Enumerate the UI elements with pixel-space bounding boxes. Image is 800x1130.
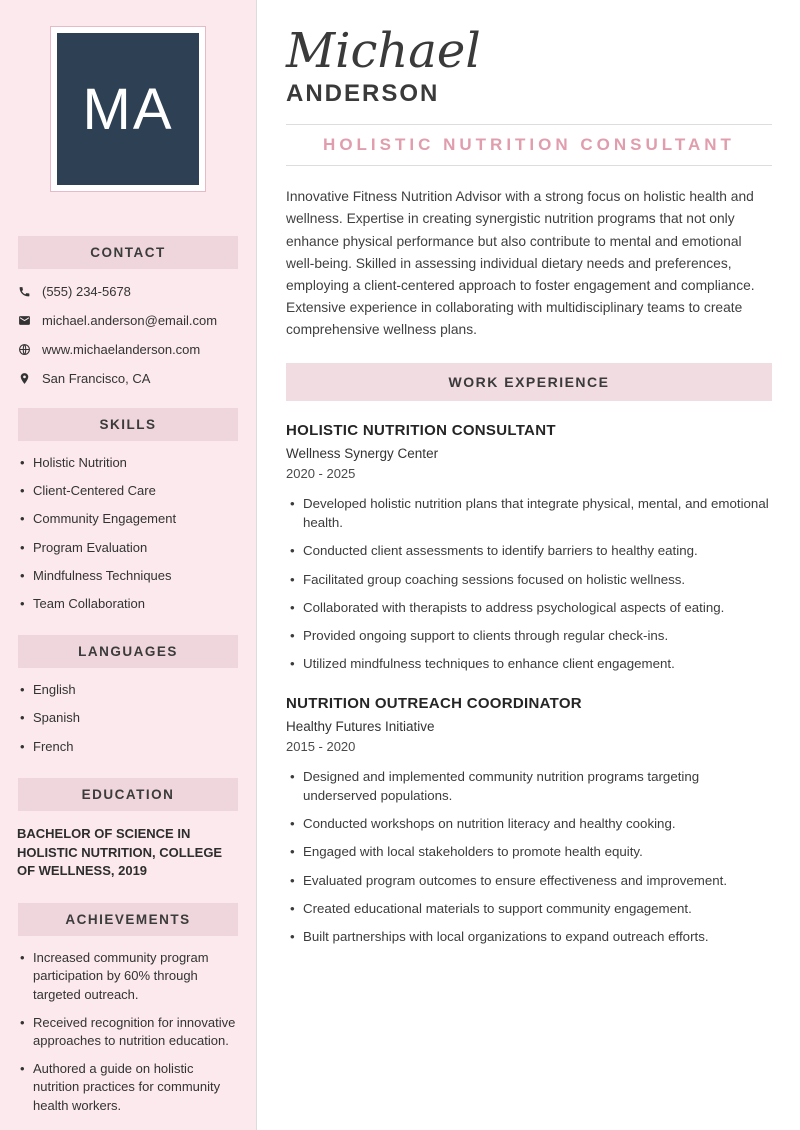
email-icon: [18, 314, 31, 327]
job-entry: [286, 695, 772, 947]
job-bullet: • Utilized mindfulness techniques to enhance client engagement.: [286, 654, 772, 673]
skill-item: • Mindfulness Techniques: [20, 567, 242, 585]
job-bullet: • Developed holistic nutrition plans that integrate physical, mental, and emotional health.: [286, 494, 772, 533]
job-bullet: • Conducted client assessments to identify barriers to healthy eating.: [286, 541, 772, 560]
main-content: [257, 0, 800, 1130]
skills-section-header: [18, 408, 238, 441]
work-experience-header: WORK EXPERIENCE: [286, 363, 772, 401]
job-bullet: • Evaluated program outcomes to ensure effectiveness and improvement.: [286, 871, 772, 890]
contact-email-text: michael.anderson@email.com: [42, 313, 218, 328]
skill-item: • Holistic Nutrition: [20, 454, 242, 472]
language-item: • English: [20, 681, 242, 699]
skills-list: [20, 454, 242, 613]
contact-item-website: [18, 342, 246, 357]
language-item: • Spanish: [20, 709, 242, 727]
skill-item: • Community Engagement: [20, 510, 242, 528]
languages-list: [20, 681, 242, 756]
education-section-title: EDUCATION: [81, 786, 175, 802]
skills-section-title: SKILLS: [99, 417, 157, 432]
avatar: [50, 26, 206, 192]
contact-item-location: [18, 371, 246, 386]
job-bullet: • Collaborated with therapists to address psychological aspects of eating.: [286, 598, 772, 617]
contact-location-text: San Francisco, CA: [42, 371, 151, 386]
job-title: HOLISTIC NUTRITION CONSULTANT: [323, 135, 735, 155]
skill-item: • Client-Centered Care: [20, 482, 242, 500]
job-bullet: • Built partnerships with local organizations to expand outreach efforts.: [286, 927, 772, 946]
last-name: ANDERSON: [286, 80, 440, 108]
job-role: HOLISTIC NUTRITION CONSULTANT: [286, 421, 556, 439]
summary-paragraph: Innovative Fitness Nutrition Advisor with a strong focus on holistic health and wellness. Expertise in creating synergistic nutrition programs that not only enhance physical performance but also contribute to mental and emotional well-being. Skilled in assessing individual dietary needs and preferences, employing a client-centered approach to foster engagement and compliance. Extensive experience in collaborating with multidisciplinary teams to create comprehensive wellness plans.: [286, 189, 755, 337]
job-bullet: • Conducted workshops on nutrition literacy and healthy cooking.: [286, 814, 772, 833]
achievement-item: • Increased community program participation by 60% through targeted outreach.: [20, 949, 242, 1004]
education-text: BACHELOR OF SCIENCE IN HOLISTIC NUTRITION, COLLEGE OF WELLNESS, 2019: [17, 825, 223, 879]
languages-section-title: LANGUAGES: [78, 644, 178, 660]
avatar-box: [57, 33, 199, 185]
sidebar: [0, 0, 257, 1130]
phone-icon: [18, 285, 31, 298]
contact-section-title: CONTACT: [90, 245, 166, 260]
globe-icon: [18, 343, 31, 356]
job-company: Wellness Synergy Center: [286, 445, 439, 461]
contact-website-text: www.michaelanderson.com: [42, 342, 201, 357]
location-icon: [18, 372, 31, 385]
contact-phone-text: (555) 234-5678: [42, 284, 131, 299]
language-item: • French: [20, 738, 242, 756]
achievements-section-title: ACHIEVEMENTS: [65, 912, 191, 928]
achievements-list: [20, 949, 242, 1115]
job-bullet: • Engaged with local stakeholders to promote health equity.: [286, 842, 772, 861]
job-bullet: • Created educational materials to support community engagement.: [286, 899, 772, 918]
job-dates: 2015 - 2020: [286, 738, 356, 754]
job-bullet-list: [286, 494, 772, 674]
contact-list: [18, 284, 246, 386]
job-entry: [286, 422, 772, 674]
achievement-item: • Received recognition for innovative approaches to nutrition education.: [20, 1014, 242, 1050]
job-bullet: • Designed and implemented community nutrition programs targeting underserved populations.: [286, 767, 772, 806]
skill-item: • Program Evaluation: [20, 539, 242, 557]
job-bullet-list: [286, 767, 772, 947]
job-dates: 2020 - 2025: [286, 465, 356, 481]
achievements-section-header: [18, 903, 238, 936]
divider: [286, 165, 772, 166]
job-role: NUTRITION OUTREACH COORDINATOR: [286, 694, 582, 712]
first-name: Michael: [286, 23, 481, 79]
education-section-header: [18, 778, 238, 811]
contact-item-email: [18, 313, 246, 328]
avatar-initials: MA: [82, 76, 174, 142]
contact-item-phone: [18, 284, 246, 299]
achievement-item: • Authored a guide on holistic nutrition practices for community health workers.: [20, 1060, 242, 1115]
contact-section-header: [18, 236, 238, 269]
job-bullet: • Provided ongoing support to clients through regular check-ins.: [286, 626, 772, 645]
languages-section-header: [18, 635, 238, 668]
skill-item: • Team Collaboration: [20, 595, 242, 613]
job-company: Healthy Futures Initiative: [286, 718, 435, 734]
job-bullet: • Facilitated group coaching sessions focused on holistic wellness.: [286, 570, 772, 589]
